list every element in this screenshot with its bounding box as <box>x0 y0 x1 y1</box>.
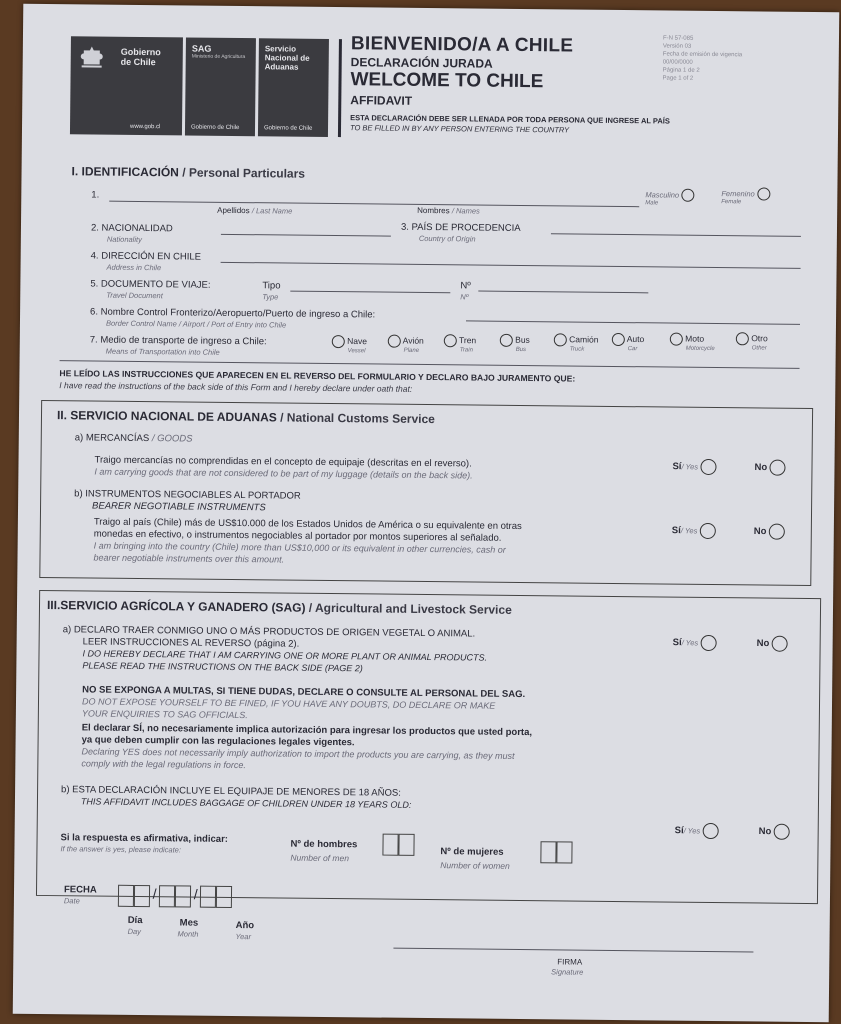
address-field[interactable] <box>221 262 801 269</box>
date-boxes[interactable]: / / <box>118 885 233 908</box>
sag-a-line1: a) DECLARO TRAER CONMIGO UNO O MÁS PRODUCTOS DE ORIGEN VEGETAL O ANIMAL. <box>62 624 476 640</box>
doc-number-field[interactable] <box>478 291 648 294</box>
title-es: BIENVENIDO/A A CHILE <box>350 33 574 57</box>
names-label: Nombres / Names <box>417 205 480 216</box>
women-en: Number of women <box>440 860 510 871</box>
day-box-1[interactable] <box>118 885 134 907</box>
travel-doc-label: 5. DOCUMENTO DE VIAJE: <box>90 278 211 291</box>
doc-number-en: Nº <box>460 292 469 302</box>
date-en: Date <box>63 896 80 906</box>
signature-label: FIRMA <box>557 957 583 967</box>
subtitle-es: DECLARACIÓN JURADA <box>350 55 493 71</box>
sag-minors-en: THIS AFFIDAVIT INCLUDES BAGGAGE OF CHILDREN UNDER 18 YEARS OLD: <box>80 796 412 810</box>
aduana-foot: Gobierno de Chile <box>263 125 313 132</box>
address-label: 4. DIRECCIÓN EN CHILE <box>90 250 202 263</box>
border-control-label: 6. Nombre Control Fronterizo/Aeropuerto/Puerto de ingreso a Chile: <box>90 306 376 321</box>
instruments-no[interactable]: No <box>754 523 785 539</box>
section3-title: III.SERVICIO AGRÍCOLA Y GANADERO (SAG) / Agricultural and Livestock Service <box>46 598 512 617</box>
aduana-logo <box>258 38 329 137</box>
nationality-field[interactable] <box>221 234 391 237</box>
signature-en: Signature <box>551 967 584 977</box>
goods-title: a) MERCANCÍAS / GOODS <box>74 432 193 445</box>
sag-foot: Gobierno de Chile <box>190 124 240 132</box>
instruments-title-en: BEARER NEGOTIABLE INSTRUMENTS <box>91 500 266 514</box>
lastname-label: Apellidos / Last Name <box>217 205 293 216</box>
transport-plane[interactable]: Avión Plane <box>388 335 424 354</box>
origin-field[interactable] <box>551 233 801 237</box>
section1-divider <box>60 360 800 369</box>
doc-type-en: Type <box>262 292 279 302</box>
affidavit-form <box>13 4 840 1022</box>
goods-no[interactable]: No <box>754 459 785 475</box>
gender-female[interactable]: Femenino <box>721 187 770 201</box>
nationality-label: 2. NACIONALIDAD <box>90 222 173 235</box>
nationality-en: Nationality <box>106 234 142 245</box>
travel-doc-en: Travel Document <box>106 290 163 301</box>
origin-en: Country of Origin <box>418 233 476 244</box>
section2-title: II. SERVICIO NACIONAL DE ADUANAS / National Customs Service <box>56 408 435 427</box>
sag-declare-es-2: ya que deben cumplir con las regulaciones legales vigentes. <box>81 734 355 749</box>
instruments-en-1: I am bringing into the country (Chile) more than US$10,000 or its equivalent in other currencies, cash or <box>93 540 506 555</box>
transport-other[interactable]: Otro Other <box>736 332 768 351</box>
women-count-boxes[interactable] <box>540 841 572 863</box>
transport-train[interactable]: Tren Train <box>444 334 477 353</box>
day-en: Day <box>127 926 141 937</box>
name-field[interactable] <box>109 201 639 208</box>
address-en: Address in Chile <box>106 262 162 273</box>
sag-sub: Ministerio de Agricultura <box>191 53 246 61</box>
goods-en: I am carrying goods that are not considered to be part of my luggage (details on the back side). <box>94 466 473 481</box>
gov-name: Gobierno de Chile <box>120 46 161 68</box>
gender-male[interactable]: Masculino <box>645 188 695 202</box>
women-label: Nº de mujeres <box>440 846 504 858</box>
note-en: TO BE FILLED IN BY ANY PERSON ENTERING THE COUNTRY <box>349 123 570 135</box>
sag-declare-en-1: Declaring YES does not necessarily imply authorization to import the products you are carrying, as they must <box>81 746 515 761</box>
transport-vessel[interactable]: Nave Vessel <box>332 335 367 354</box>
sag-a-line4: PLEASE READ THE INSTRUCTIONS ON THE BACK SIDE (PAGE 2) <box>82 660 363 674</box>
sag-warning-en-1: DO NOT EXPOSE YOURSELF TO BE FINED, IF YOU HAVE ANY DOUBTS, DO DECLARE OR MAKE <box>81 696 496 711</box>
transport-truck[interactable]: Camión Truck <box>554 333 599 352</box>
signature-field[interactable] <box>393 948 753 953</box>
border-control-en: Border Control Name / Airport / Port of Entry into Chile <box>105 318 287 330</box>
header-divider <box>338 39 342 137</box>
chile-crest-icon <box>79 44 105 70</box>
instruments-es-2: monedas en efectivo, o instrumentos negociables al portador por montos superiores al señalado. <box>93 528 502 544</box>
doc-type-field[interactable] <box>290 291 450 294</box>
gov-url: www.gob.cl <box>129 123 161 131</box>
instruments-title: b) INSTRUMENTOS NEGOCIABLES AL PORTADOR <box>74 488 301 502</box>
instruments-en-2: bearer negotiable instruments over this amount. <box>93 552 285 565</box>
aduana-name: Servicio Nacional de Aduanas <box>264 44 310 72</box>
sag-a-line3: I DO HEREBY DECLARE THAT I AM CARRYING ONE OR MORE PLANT OR ANIMAL PRODUCTS. <box>82 648 488 663</box>
sag-a-line2: LEER INSTRUCCIONES AL REVERSO (página 2). <box>82 636 300 650</box>
date-label: FECHA <box>63 884 97 896</box>
row1-number: 1. <box>91 189 100 201</box>
section1-title: I. IDENTIFICACIÓN / Personal Particulars <box>71 164 306 181</box>
border-control-field[interactable] <box>466 320 800 324</box>
form-code: F-N 57-085 Versión 03 Fecha de emisión de vigencia 00/00/0000 Página 1 de 2 Page 1 of 2 <box>662 35 743 82</box>
sag-declare-es-1: El declarar SÍ, no necesariamente implica autorización para ingresar los productos que usted porta, <box>81 722 533 739</box>
sag-minors-no[interactable]: No <box>759 824 790 840</box>
transport-label: 7. Medio de transporte de ingreso a Chile: <box>89 334 267 348</box>
female-en: Female <box>721 199 742 206</box>
instruments-es-1: Traigo al país (Chile) más de US$10.000 de los Estados Unidos de América o su equivalente en otras <box>93 516 522 533</box>
if-yes-en: If the answer is yes, please indicate: <box>60 844 181 855</box>
sag-minors-yes[interactable]: Sí/ Yes <box>675 823 719 839</box>
men-en: Number of men <box>290 852 350 864</box>
year-label: Año <box>235 920 255 932</box>
logo-bar <box>70 36 337 137</box>
year-box-1[interactable] <box>200 886 216 908</box>
sag-warning-es: NO SE EXPONGA A MULTAS, SI TIENE DUDAS, DECLARE O CONSULTE AL PERSONAL DEL SAG. <box>82 684 526 701</box>
oath-es: HE LEÍDO LAS INSTRUCCIONES QUE APARECEN EN EL REVERSO DEL FORMULARIO Y DECLARO BAJO JURAMENTO QUE: <box>59 368 576 384</box>
sag-name: SAG <box>191 43 212 54</box>
oath-en: I have read the instructions of the back side of this Form and I hereby declare under oath that: <box>59 380 413 394</box>
female-radio[interactable] <box>757 187 770 200</box>
month-box-1[interactable] <box>159 885 175 907</box>
men-label: Nº de hombres <box>290 838 358 851</box>
male-radio[interactable] <box>682 189 695 202</box>
day-box-2[interactable] <box>134 885 150 907</box>
gobierno-logo <box>70 36 183 135</box>
if-yes-label: Si la respuesta es afirmativa, indicar: <box>60 832 229 845</box>
goods-es: Traigo mercancías no comprendidas en el concepto de equipaje (descritas en el reverso). <box>94 454 472 470</box>
sag-products-yes[interactable]: Sí/ Yes <box>673 635 717 651</box>
month-box-2[interactable] <box>175 885 191 907</box>
note-es: ESTA DECLARACIÓN DEBE SER LLENADA POR TODA PERSONA QUE INGRESE AL PAÍS <box>350 113 670 126</box>
month-label: Mes <box>179 917 199 929</box>
doc-type-label: Tipo <box>262 280 281 292</box>
year-box-2[interactable] <box>216 886 232 908</box>
men-count-boxes[interactable] <box>382 834 414 856</box>
male-en: Male <box>645 200 659 207</box>
title-en: WELCOME TO CHILE <box>350 69 544 93</box>
sag-warning-en-2: YOUR ENQUIRIES TO SAG OFFICIALS. <box>81 708 248 721</box>
sag-products-no[interactable]: No <box>757 635 788 651</box>
goods-yes[interactable]: Sí/ Yes <box>672 459 716 475</box>
subtitle-en: AFFIDAVIT <box>350 93 413 108</box>
doc-number-label: Nº <box>460 280 471 292</box>
day-label: Día <box>127 914 143 927</box>
month-en: Month <box>177 929 199 939</box>
year-en: Year <box>235 932 252 942</box>
instruments-yes[interactable]: Sí/ Yes <box>672 523 716 539</box>
origin-label: 3. PAÍS DE PROCEDENCIA <box>400 221 521 234</box>
sag-logo <box>185 37 256 136</box>
transport-car[interactable]: Auto Car <box>612 333 645 352</box>
sag-declare-en-2: comply with the legal regulations in force. <box>81 758 246 771</box>
sag-minors-es: b) ESTA DECLARACIÓN INCLUYE EL EQUIPAJE DE MENORES DE 18 AÑOS: <box>61 784 401 799</box>
transport-bus[interactable]: Bus Bus <box>500 334 530 353</box>
transport-motorcycle[interactable]: Moto Motorcycle <box>670 333 715 352</box>
transport-en: Means of Transportation into Chile <box>105 346 220 357</box>
